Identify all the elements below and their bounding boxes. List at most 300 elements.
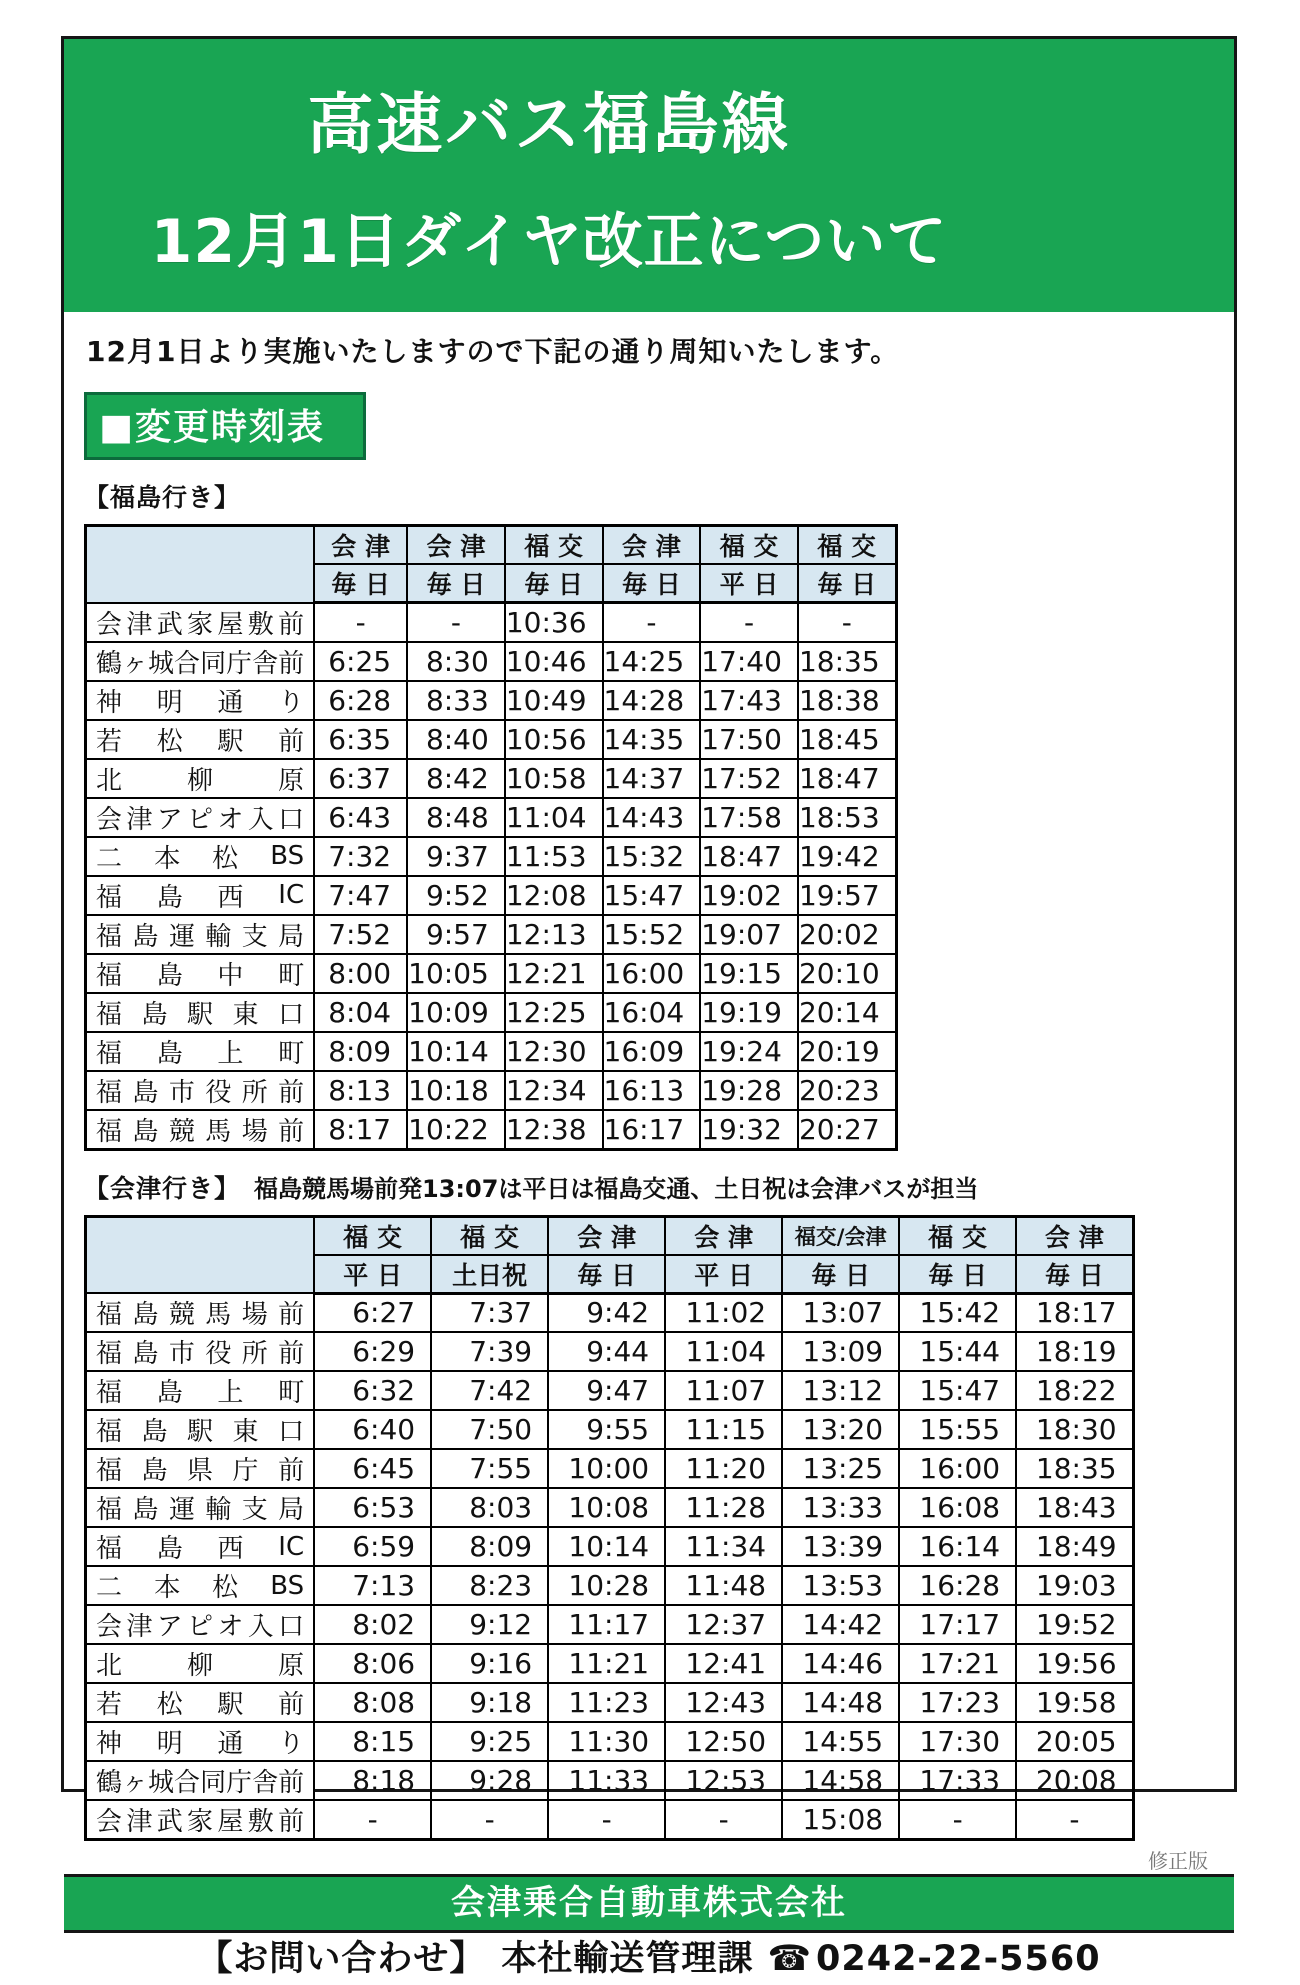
station-name-cell xyxy=(86,1800,315,1840)
time-cell: 16:00 xyxy=(603,954,701,993)
station-name-cell xyxy=(86,1110,315,1150)
station-name-part: 支 xyxy=(241,1495,268,1525)
station-name-part: 北 xyxy=(96,1651,123,1681)
station-name-part: 敷 xyxy=(247,1807,274,1837)
station-name-part: 福 xyxy=(96,1378,123,1408)
station-name-part: 島 xyxy=(141,1417,168,1447)
timetable-section-aizu xyxy=(84,1169,1214,1842)
station-name-part: 口 xyxy=(278,1417,305,1447)
table-row xyxy=(86,1449,1134,1488)
time-cell: 17:43 xyxy=(700,681,798,720)
table-row xyxy=(86,1410,1134,1449)
station-name-part: 原 xyxy=(278,1651,305,1681)
table-header xyxy=(86,526,897,603)
station-name-part: 津 xyxy=(126,1807,153,1837)
timetables-container xyxy=(84,460,1214,1841)
station-name-part: 島 xyxy=(156,1378,183,1408)
time-cell: 8:03 xyxy=(431,1488,548,1527)
time-cell: 16:14 xyxy=(899,1527,1016,1566)
time-cell: 20:27 xyxy=(798,1110,896,1150)
time-cell: 18:35 xyxy=(1016,1449,1133,1488)
time-cell: - xyxy=(603,603,701,642)
section-label-timetable: ■変更時刻表 xyxy=(84,392,366,460)
station-name-part: 上 xyxy=(217,1378,244,1408)
table-row xyxy=(86,759,897,798)
station-name-part: 県 xyxy=(187,1456,214,1486)
content-area xyxy=(64,312,1234,1874)
time-cell: 6:43 xyxy=(314,798,407,837)
time-cell: 14:28 xyxy=(603,681,701,720)
time-cell: 12:25 xyxy=(505,993,603,1032)
day-type-header-cell: 毎 日 xyxy=(798,564,896,603)
time-cell: 15:47 xyxy=(899,1371,1016,1410)
station-name-part: 市 xyxy=(168,1339,195,1369)
table-row xyxy=(86,1722,1134,1761)
time-cell: 9:52 xyxy=(407,876,505,915)
table-row xyxy=(86,681,897,720)
operator-header-cell: 福交/会津 xyxy=(782,1216,899,1255)
station-name-cell xyxy=(86,876,315,915)
time-cell: 11:21 xyxy=(548,1644,665,1683)
time-cell: 19:19 xyxy=(700,993,798,1032)
station-name-part: 口 xyxy=(278,999,305,1030)
time-cell: 6:59 xyxy=(314,1527,431,1566)
intro-text: 12月1日より実施いたしますので下記の通り周知いたします。 xyxy=(86,335,900,368)
time-cell: 16:17 xyxy=(603,1110,701,1150)
time-cell: 9:28 xyxy=(431,1761,548,1800)
time-cell: 12:30 xyxy=(505,1032,603,1071)
station-name-part: 合 xyxy=(174,648,201,679)
contact-label: 【お問い合わせ】 xyxy=(197,1939,486,1979)
station-name-part: 町 xyxy=(278,1038,305,1069)
station-name-part: 島 xyxy=(141,999,168,1030)
table-caption xyxy=(84,478,1214,514)
day-type-header-cell: 平 日 xyxy=(314,1255,431,1294)
time-cell: 16:28 xyxy=(899,1566,1016,1605)
time-cell: 8:30 xyxy=(407,642,505,681)
time-cell: 11:04 xyxy=(665,1332,782,1371)
table-row xyxy=(86,1032,897,1071)
time-cell: 9:55 xyxy=(548,1410,665,1449)
time-cell: 11:20 xyxy=(665,1449,782,1488)
station-name-part: 前 xyxy=(278,1807,305,1837)
time-cell: 8:00 xyxy=(314,954,407,993)
time-cell: 11:02 xyxy=(665,1293,782,1332)
time-cell: 16:09 xyxy=(603,1032,701,1071)
time-cell: 12:38 xyxy=(505,1110,603,1150)
station-name-part: 役 xyxy=(205,1077,232,1108)
time-cell: 11:07 xyxy=(665,1371,782,1410)
station-name-cell xyxy=(86,1071,315,1110)
time-cell: 8:13 xyxy=(314,1071,407,1110)
table-row xyxy=(86,954,897,993)
time-cell: 18:30 xyxy=(1016,1410,1133,1449)
time-cell: 19:15 xyxy=(700,954,798,993)
station-name-cell xyxy=(86,954,315,993)
time-cell: 12:21 xyxy=(505,954,603,993)
time-cell: 8:08 xyxy=(314,1683,431,1722)
station-name-part: 福 xyxy=(96,1456,123,1486)
time-cell: 19:56 xyxy=(1016,1644,1133,1683)
time-cell: 11:48 xyxy=(665,1566,782,1605)
time-cell: 14:58 xyxy=(782,1761,899,1800)
station-name-part: 入 xyxy=(247,1612,274,1642)
station-name-part: 会 xyxy=(96,1807,123,1837)
day-type-header-cell: 平 日 xyxy=(665,1255,782,1294)
station-name-part: 前 xyxy=(278,648,305,679)
time-cell: 11:17 xyxy=(548,1605,665,1644)
timetable-aizu xyxy=(84,1215,1135,1842)
time-cell: 12:43 xyxy=(665,1683,782,1722)
time-cell: 14:25 xyxy=(603,642,701,681)
station-name-part: 輸 xyxy=(205,1495,232,1525)
station-name xyxy=(96,1567,304,1604)
time-cell: 20:02 xyxy=(798,915,896,954)
station-name-part: 屋 xyxy=(217,609,244,640)
station-name-part: 市 xyxy=(168,1077,195,1108)
time-cell: 19:42 xyxy=(798,837,896,876)
time-cell: 7:50 xyxy=(431,1410,548,1449)
timetable-fukushima xyxy=(84,524,898,1151)
station-name-cell xyxy=(86,1488,315,1527)
station-name-part: オ xyxy=(217,1612,244,1642)
time-cell: 9:44 xyxy=(548,1332,665,1371)
page-title: 高速バス福島線 xyxy=(307,86,791,163)
operator-header-cell: 会 津 xyxy=(548,1216,665,1255)
time-cell: 13:39 xyxy=(782,1527,899,1566)
table-row xyxy=(86,1683,1134,1722)
station-name-part: 福 xyxy=(96,960,123,991)
station-name-part: 前 xyxy=(278,1690,305,1720)
time-cell: 17:21 xyxy=(899,1644,1016,1683)
time-cell: 11:23 xyxy=(548,1683,665,1722)
station-name-part: 会 xyxy=(96,609,123,640)
station-name xyxy=(96,1072,304,1109)
contact-phone: 0242-22-5560 xyxy=(816,1939,1101,1979)
time-cell: 9:18 xyxy=(431,1683,548,1722)
table-row xyxy=(86,915,897,954)
station-name-part: 福 xyxy=(96,1339,123,1369)
station-name-part: 家 xyxy=(187,609,214,640)
station-name-part: 局 xyxy=(278,921,305,952)
time-cell: 20:10 xyxy=(798,954,896,993)
station-name-part: 場 xyxy=(241,1300,268,1330)
station-name-cell xyxy=(86,1722,315,1761)
time-cell: 12:41 xyxy=(665,1644,782,1683)
time-cell: 20:14 xyxy=(798,993,896,1032)
time-cell: - xyxy=(700,603,798,642)
station-name-part: 武 xyxy=(156,1807,183,1837)
station-name xyxy=(96,1411,304,1448)
time-cell: 17:40 xyxy=(700,642,798,681)
station-name-part: 前 xyxy=(278,1339,305,1369)
station-name-part: 城 xyxy=(148,1768,175,1798)
time-cell: 19:02 xyxy=(700,876,798,915)
time-cell: - xyxy=(431,1800,548,1840)
time-cell: 14:42 xyxy=(782,1605,899,1644)
station-name-part: 口 xyxy=(278,804,305,835)
time-cell: 16:13 xyxy=(603,1071,701,1110)
time-cell: 15:42 xyxy=(899,1293,1016,1332)
time-cell: 16:00 xyxy=(899,1449,1016,1488)
time-cell: 19:57 xyxy=(798,876,896,915)
time-cell: 8:18 xyxy=(314,1761,431,1800)
station-name-part: 津 xyxy=(126,609,153,640)
table-caption-label: 【会津行き】 xyxy=(84,1173,241,1203)
time-cell: 10:58 xyxy=(505,759,603,798)
station-name-part: 駅 xyxy=(217,726,244,757)
time-cell: 18:22 xyxy=(1016,1371,1133,1410)
station-name-part: 東 xyxy=(232,999,259,1030)
station-name-part: 福 xyxy=(96,1495,123,1525)
time-cell: 7:42 xyxy=(431,1371,548,1410)
station-name-part: 庁 xyxy=(232,1456,259,1486)
operator-header-cell: 会 津 xyxy=(314,526,407,565)
time-cell: 15:47 xyxy=(603,876,701,915)
time-cell: 9:25 xyxy=(431,1722,548,1761)
station-name-part: ヶ xyxy=(122,648,149,679)
station-name-part: 島 xyxy=(132,1116,159,1147)
station-name-part: 敷 xyxy=(247,609,274,640)
station-name xyxy=(96,1372,304,1409)
station-name-part: 島 xyxy=(132,1339,159,1369)
time-cell: 15:08 xyxy=(782,1800,899,1840)
station-name-part: 福 xyxy=(96,999,123,1030)
station-name-part: 福 xyxy=(96,1534,123,1564)
table-row xyxy=(86,1527,1134,1566)
station-name-part: ア xyxy=(156,804,183,835)
time-cell: 18:53 xyxy=(798,798,896,837)
time-cell: 13:53 xyxy=(782,1566,899,1605)
station-name-part: り xyxy=(278,1729,305,1759)
time-cell: 9:16 xyxy=(431,1644,548,1683)
time-cell: 10:22 xyxy=(407,1110,505,1150)
station-name-part: 前 xyxy=(278,1300,305,1330)
time-cell: 19:52 xyxy=(1016,1605,1133,1644)
station-name-part: 家 xyxy=(187,1807,214,1837)
station-name xyxy=(96,1528,304,1565)
station-name-part: 町 xyxy=(278,960,305,991)
time-cell: 12:37 xyxy=(665,1605,782,1644)
station-name-part: 競 xyxy=(168,1300,195,1330)
time-cell: 19:28 xyxy=(700,1071,798,1110)
operator-header-cell: 会 津 xyxy=(1016,1216,1133,1255)
station-name-part: 明 xyxy=(156,687,183,718)
time-cell: 18:35 xyxy=(798,642,896,681)
station-name xyxy=(96,1489,304,1526)
station-name-part: 舎 xyxy=(252,648,279,679)
time-cell: 12:50 xyxy=(665,1722,782,1761)
time-cell: 20:19 xyxy=(798,1032,896,1071)
station-name-part: 駅 xyxy=(187,999,214,1030)
table-row xyxy=(86,798,897,837)
day-type-header-cell: 毎 日 xyxy=(899,1255,1016,1294)
table-row xyxy=(86,1488,1134,1527)
day-type-header-cell: 毎 日 xyxy=(314,564,407,603)
station-name xyxy=(96,1801,304,1838)
time-cell: 17:52 xyxy=(700,759,798,798)
time-cell: 10:05 xyxy=(407,954,505,993)
footer-contact-bar xyxy=(64,1930,1234,1985)
time-cell: - xyxy=(798,603,896,642)
time-cell: 6:28 xyxy=(314,681,407,720)
table-row xyxy=(86,603,897,642)
station-name-cell xyxy=(86,1605,315,1644)
station-name xyxy=(96,994,304,1031)
station-name-part: 松 xyxy=(156,726,183,757)
table-row xyxy=(86,642,897,681)
station-name-cell xyxy=(86,993,315,1032)
station-name-part: 合 xyxy=(174,1768,201,1798)
day-type-header-cell: 土日祝 xyxy=(431,1255,548,1294)
station-name-part: 二 xyxy=(96,843,123,874)
time-cell: - xyxy=(665,1800,782,1840)
time-cell: - xyxy=(314,603,407,642)
day-type-header-cell: 毎 日 xyxy=(603,564,701,603)
time-cell: 14:48 xyxy=(782,1683,899,1722)
station-name xyxy=(96,643,304,680)
time-cell: 6:45 xyxy=(314,1449,431,1488)
station-name-part: 原 xyxy=(278,765,305,796)
time-cell: 15:32 xyxy=(603,837,701,876)
time-cell: 10:08 xyxy=(548,1488,665,1527)
time-cell: 6:53 xyxy=(314,1488,431,1527)
time-cell: 8:23 xyxy=(431,1566,548,1605)
time-cell: 11:30 xyxy=(548,1722,665,1761)
corner-cell xyxy=(86,526,315,603)
station-name-cell xyxy=(86,1332,315,1371)
table-row xyxy=(86,1293,1134,1332)
time-cell: 19:07 xyxy=(700,915,798,954)
station-name-cell xyxy=(86,681,315,720)
time-cell: 10:09 xyxy=(407,993,505,1032)
table-note: 福島競馬場前発13:07は平日は福島交通、土日祝は会津バスが担当 xyxy=(254,1174,979,1203)
time-cell: 18:17 xyxy=(1016,1293,1133,1332)
time-cell: 15:55 xyxy=(899,1410,1016,1449)
time-cell: 17:30 xyxy=(899,1722,1016,1761)
time-cell: 14:46 xyxy=(782,1644,899,1683)
station-name-part: 本 xyxy=(154,843,181,874)
time-cell: 14:55 xyxy=(782,1722,899,1761)
station-name-part: 前 xyxy=(278,1116,305,1147)
time-cell: 10:00 xyxy=(548,1449,665,1488)
time-cell: 18:38 xyxy=(798,681,896,720)
operator-header-cell: 会 津 xyxy=(665,1216,782,1255)
table-row xyxy=(86,1605,1134,1644)
table-row xyxy=(86,837,897,876)
time-cell: 12:34 xyxy=(505,1071,603,1110)
time-cell: 10:56 xyxy=(505,720,603,759)
time-cell: 17:50 xyxy=(700,720,798,759)
station-name xyxy=(96,1033,304,1070)
time-cell: 11:28 xyxy=(665,1488,782,1527)
time-cell: 11:15 xyxy=(665,1410,782,1449)
station-name-part: 庁 xyxy=(226,648,253,679)
time-cell: 14:37 xyxy=(603,759,701,798)
time-cell: 13:33 xyxy=(782,1488,899,1527)
table-row xyxy=(86,720,897,759)
station-name-part: 若 xyxy=(96,726,123,757)
time-cell: 7:32 xyxy=(314,837,407,876)
page-frame xyxy=(61,36,1237,1979)
table-row xyxy=(86,1800,1134,1840)
station-name-part: 武 xyxy=(156,609,183,640)
station-name xyxy=(96,955,304,992)
station-name-part: 屋 xyxy=(217,1807,244,1837)
station-name-part: 津 xyxy=(126,804,153,835)
operator-header-cell: 福 交 xyxy=(700,526,798,565)
station-name-cell xyxy=(86,1683,315,1722)
time-cell: 16:08 xyxy=(899,1488,1016,1527)
time-cell: 13:07 xyxy=(782,1293,899,1332)
station-name-part: 明 xyxy=(156,1729,183,1759)
station-name xyxy=(96,799,304,836)
station-name-part: 庁 xyxy=(226,1768,253,1798)
station-name-part: 若 xyxy=(96,1690,123,1720)
time-cell: 12:13 xyxy=(505,915,603,954)
station-name-part: 二 xyxy=(96,1573,123,1603)
station-name xyxy=(96,1606,304,1643)
station-name-part: 津 xyxy=(126,1612,153,1642)
station-name-part: 鶴 xyxy=(96,1768,123,1798)
time-cell: 11:53 xyxy=(505,837,603,876)
table-row xyxy=(86,1761,1134,1800)
station-name-part: 柳 xyxy=(187,1651,214,1681)
station-name-part: 通 xyxy=(217,687,244,718)
time-cell: 13:12 xyxy=(782,1371,899,1410)
time-cell: - xyxy=(899,1800,1016,1840)
operator-header-cell: 福 交 xyxy=(314,1216,431,1255)
time-cell: 17:17 xyxy=(899,1605,1016,1644)
station-name-part: 前 xyxy=(278,1077,305,1108)
table-caption xyxy=(84,1169,1214,1205)
station-name xyxy=(96,1723,304,1760)
time-cell: - xyxy=(1016,1800,1133,1840)
station-name-part: 柳 xyxy=(187,765,214,796)
station-name-part: 西 xyxy=(217,882,244,913)
time-cell: 17:58 xyxy=(700,798,798,837)
time-cell: 18:49 xyxy=(1016,1527,1133,1566)
time-cell: 19:24 xyxy=(700,1032,798,1071)
table-row xyxy=(86,1566,1134,1605)
station-name-part: BS xyxy=(270,1570,305,1601)
telephone-icon: ☎ xyxy=(767,1939,813,1979)
time-cell: - xyxy=(548,1800,665,1840)
time-cell: 8:04 xyxy=(314,993,407,1032)
station-name-part: 島 xyxy=(156,1534,183,1564)
station-name-part: 松 xyxy=(212,1573,239,1603)
time-cell: 8:17 xyxy=(314,1110,407,1150)
station-name-cell xyxy=(86,798,315,837)
station-name-cell xyxy=(86,642,315,681)
time-cell: 18:47 xyxy=(700,837,798,876)
time-cell: 20:23 xyxy=(798,1071,896,1110)
station-name-cell xyxy=(86,759,315,798)
time-cell: 7:47 xyxy=(314,876,407,915)
day-type-header-cell: 毎 日 xyxy=(1016,1255,1133,1294)
time-cell: - xyxy=(407,603,505,642)
station-name-part: ア xyxy=(156,1612,183,1642)
station-name-part: 神 xyxy=(96,1729,123,1759)
station-name-part: 同 xyxy=(200,648,227,679)
station-name-cell xyxy=(86,1761,315,1800)
time-cell: 18:45 xyxy=(798,720,896,759)
time-cell: 10:36 xyxy=(505,603,603,642)
station-name-part: 所 xyxy=(241,1077,268,1108)
station-name-part: 通 xyxy=(217,1729,244,1759)
time-cell: 11:33 xyxy=(548,1761,665,1800)
time-cell: 10:14 xyxy=(548,1527,665,1566)
